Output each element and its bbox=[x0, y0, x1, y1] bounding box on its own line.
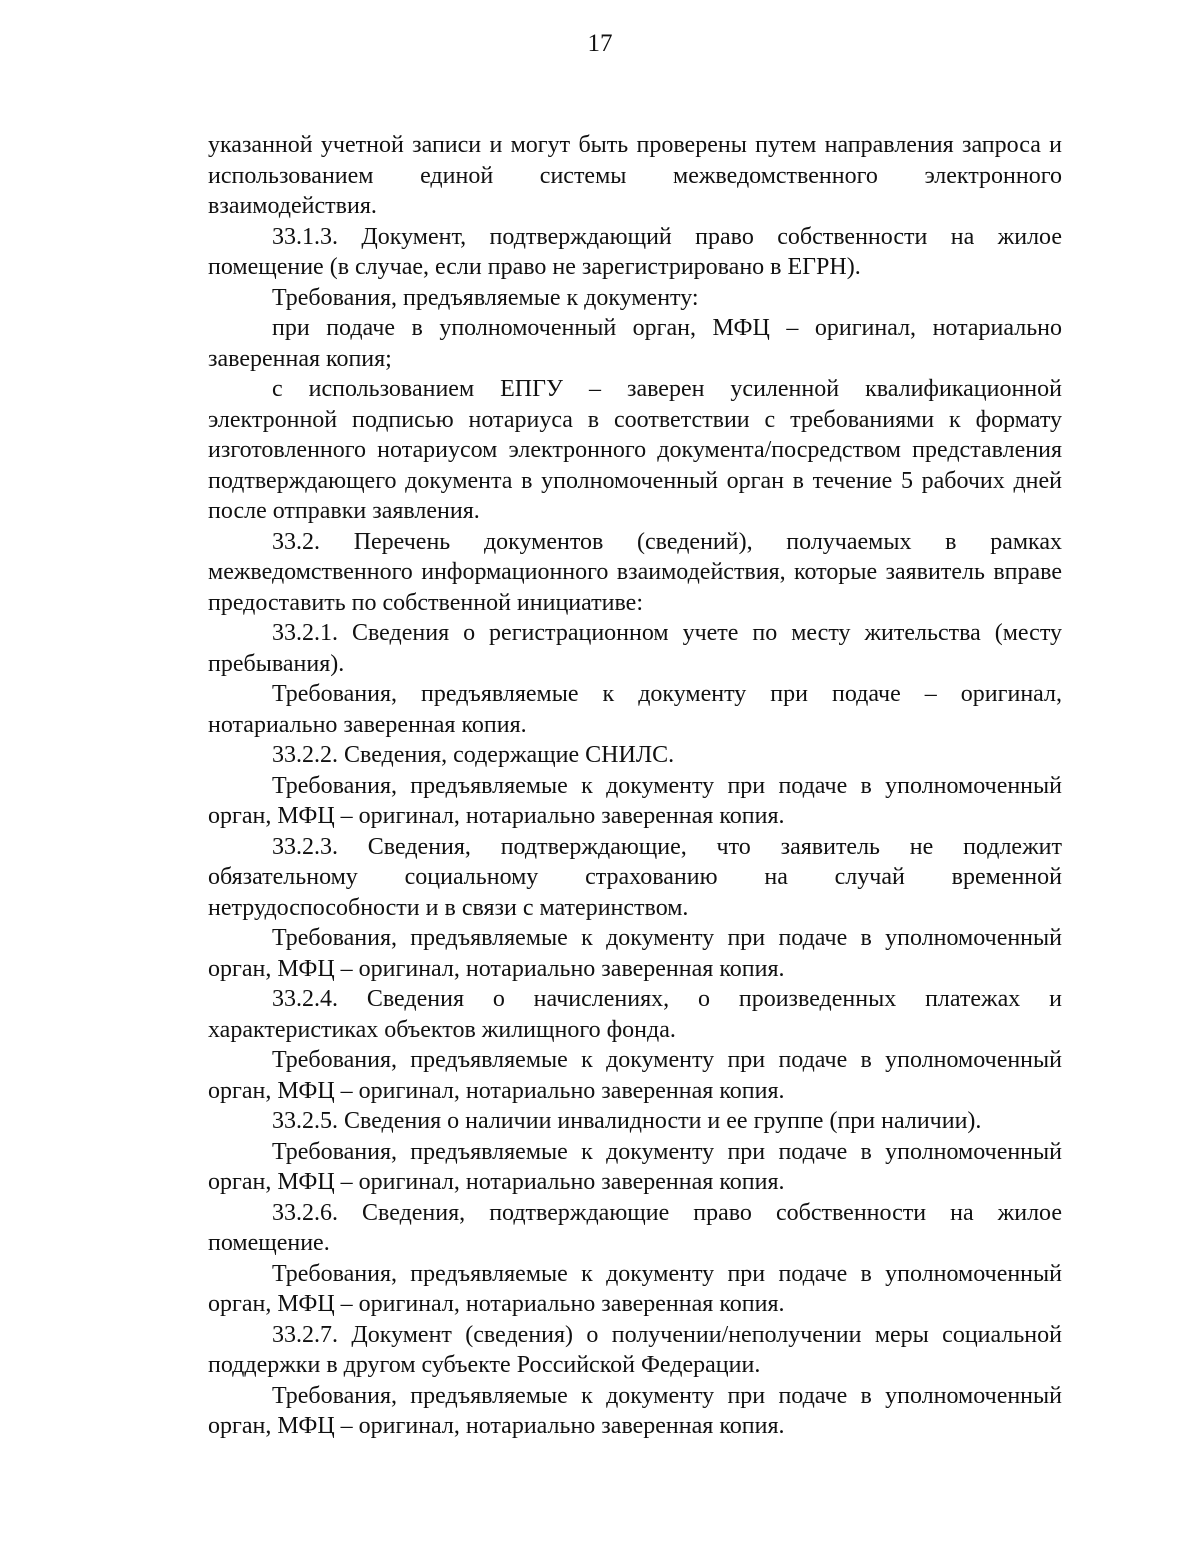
paragraph: Требования, предъявляемые к документу при подаче в уполномоченный орган, МФЦ – оригинал, нотариально заверенная копия. bbox=[208, 1260, 1062, 1317]
paragraph: 33.2.1. Сведения о регистрационном учете по месту жительства (месту пребывания). bbox=[208, 620, 1062, 677]
paragraph: с использованием ЕПГУ – заверен усиленной квалификационной электронной подписью нотариуса в соответствии с требованиями к формату изготовленного нотариусом электронного документа/посредством представления подтверждающего документа в уполномоченный орган в течение 5 рабочих дней после отправки заявления. bbox=[208, 376, 1062, 524]
paragraph: Требования, предъявляемые к документу: bbox=[272, 284, 699, 311]
paragraph: Требования, предъявляемые к документу при подаче в уполномоченный орган, МФЦ – оригинал, нотариально заверенная копия. bbox=[208, 1382, 1062, 1439]
paragraph: Требования, предъявляемые к документу при подаче в уполномоченный орган, МФЦ – оригинал, нотариально заверенная копия. bbox=[208, 925, 1062, 982]
paragraph: 33.2.4. Сведения о начислениях, о произведенных платежах и характеристиках объектов жилищного фонда. bbox=[208, 986, 1062, 1043]
paragraph: 33.2. Перечень документов (сведений), получаемых в рамках межведомственного информационного взаимодействия, которые заявитель вправе предоставить по собственной инициативе: bbox=[208, 528, 1062, 616]
paragraph: 33.1.3. Документ, подтверждающий право собственности на жилое помещение (в случае, если право не зарегистрировано в ЕГРН). bbox=[208, 223, 1062, 280]
paragraph: 33.2.7. Документ (сведения) о получении/неполучении меры социальной поддержки в другом субъекте Российской Федерации. bbox=[208, 1321, 1062, 1378]
paragraph: 33.2.3. Сведения, подтверждающие, что заявитель не подлежит обязательному социальному страхованию на случай временной нетрудоспособности и в связи с материнством. bbox=[208, 833, 1062, 921]
paragraph: 33.2.5. Сведения о наличии инвалидности и ее группе (при наличии). bbox=[272, 1108, 982, 1134]
document-body bbox=[208, 130, 1062, 1442]
paragraph: Требования, предъявляемые к документу при подаче в уполномоченный орган, МФЦ – оригинал, нотариально заверенная копия. bbox=[208, 1138, 1062, 1195]
paragraph: указанной учетной записи и могут быть проверены путем направления запроса и использованием единой системы межведомственного электронного взаимодействия. bbox=[208, 132, 1062, 219]
page-number: 17 bbox=[587, 30, 613, 57]
paragraph: Требования, предъявляемые к документу при подаче в уполномоченный орган, МФЦ – оригинал, нотариально заверенная копия. bbox=[208, 772, 1062, 829]
paragraph: Требования, предъявляемые к документу при подаче в уполномоченный орган, МФЦ – оригинал, нотариально заверенная копия. bbox=[208, 1047, 1062, 1104]
paragraph: 33.2.2. Сведения, содержащие СНИЛС. bbox=[272, 742, 675, 768]
paragraph: 33.2.6. Сведения, подтверждающие право собственности на жилое помещение. bbox=[208, 1199, 1062, 1256]
paragraph: Требования, предъявляемые к документу при подаче – оригинал, нотариально заверенная копия. bbox=[208, 681, 1062, 738]
paragraph: при подаче в уполномоченный орган, МФЦ – оригинал, нотариально заверенная копия; bbox=[208, 315, 1062, 372]
